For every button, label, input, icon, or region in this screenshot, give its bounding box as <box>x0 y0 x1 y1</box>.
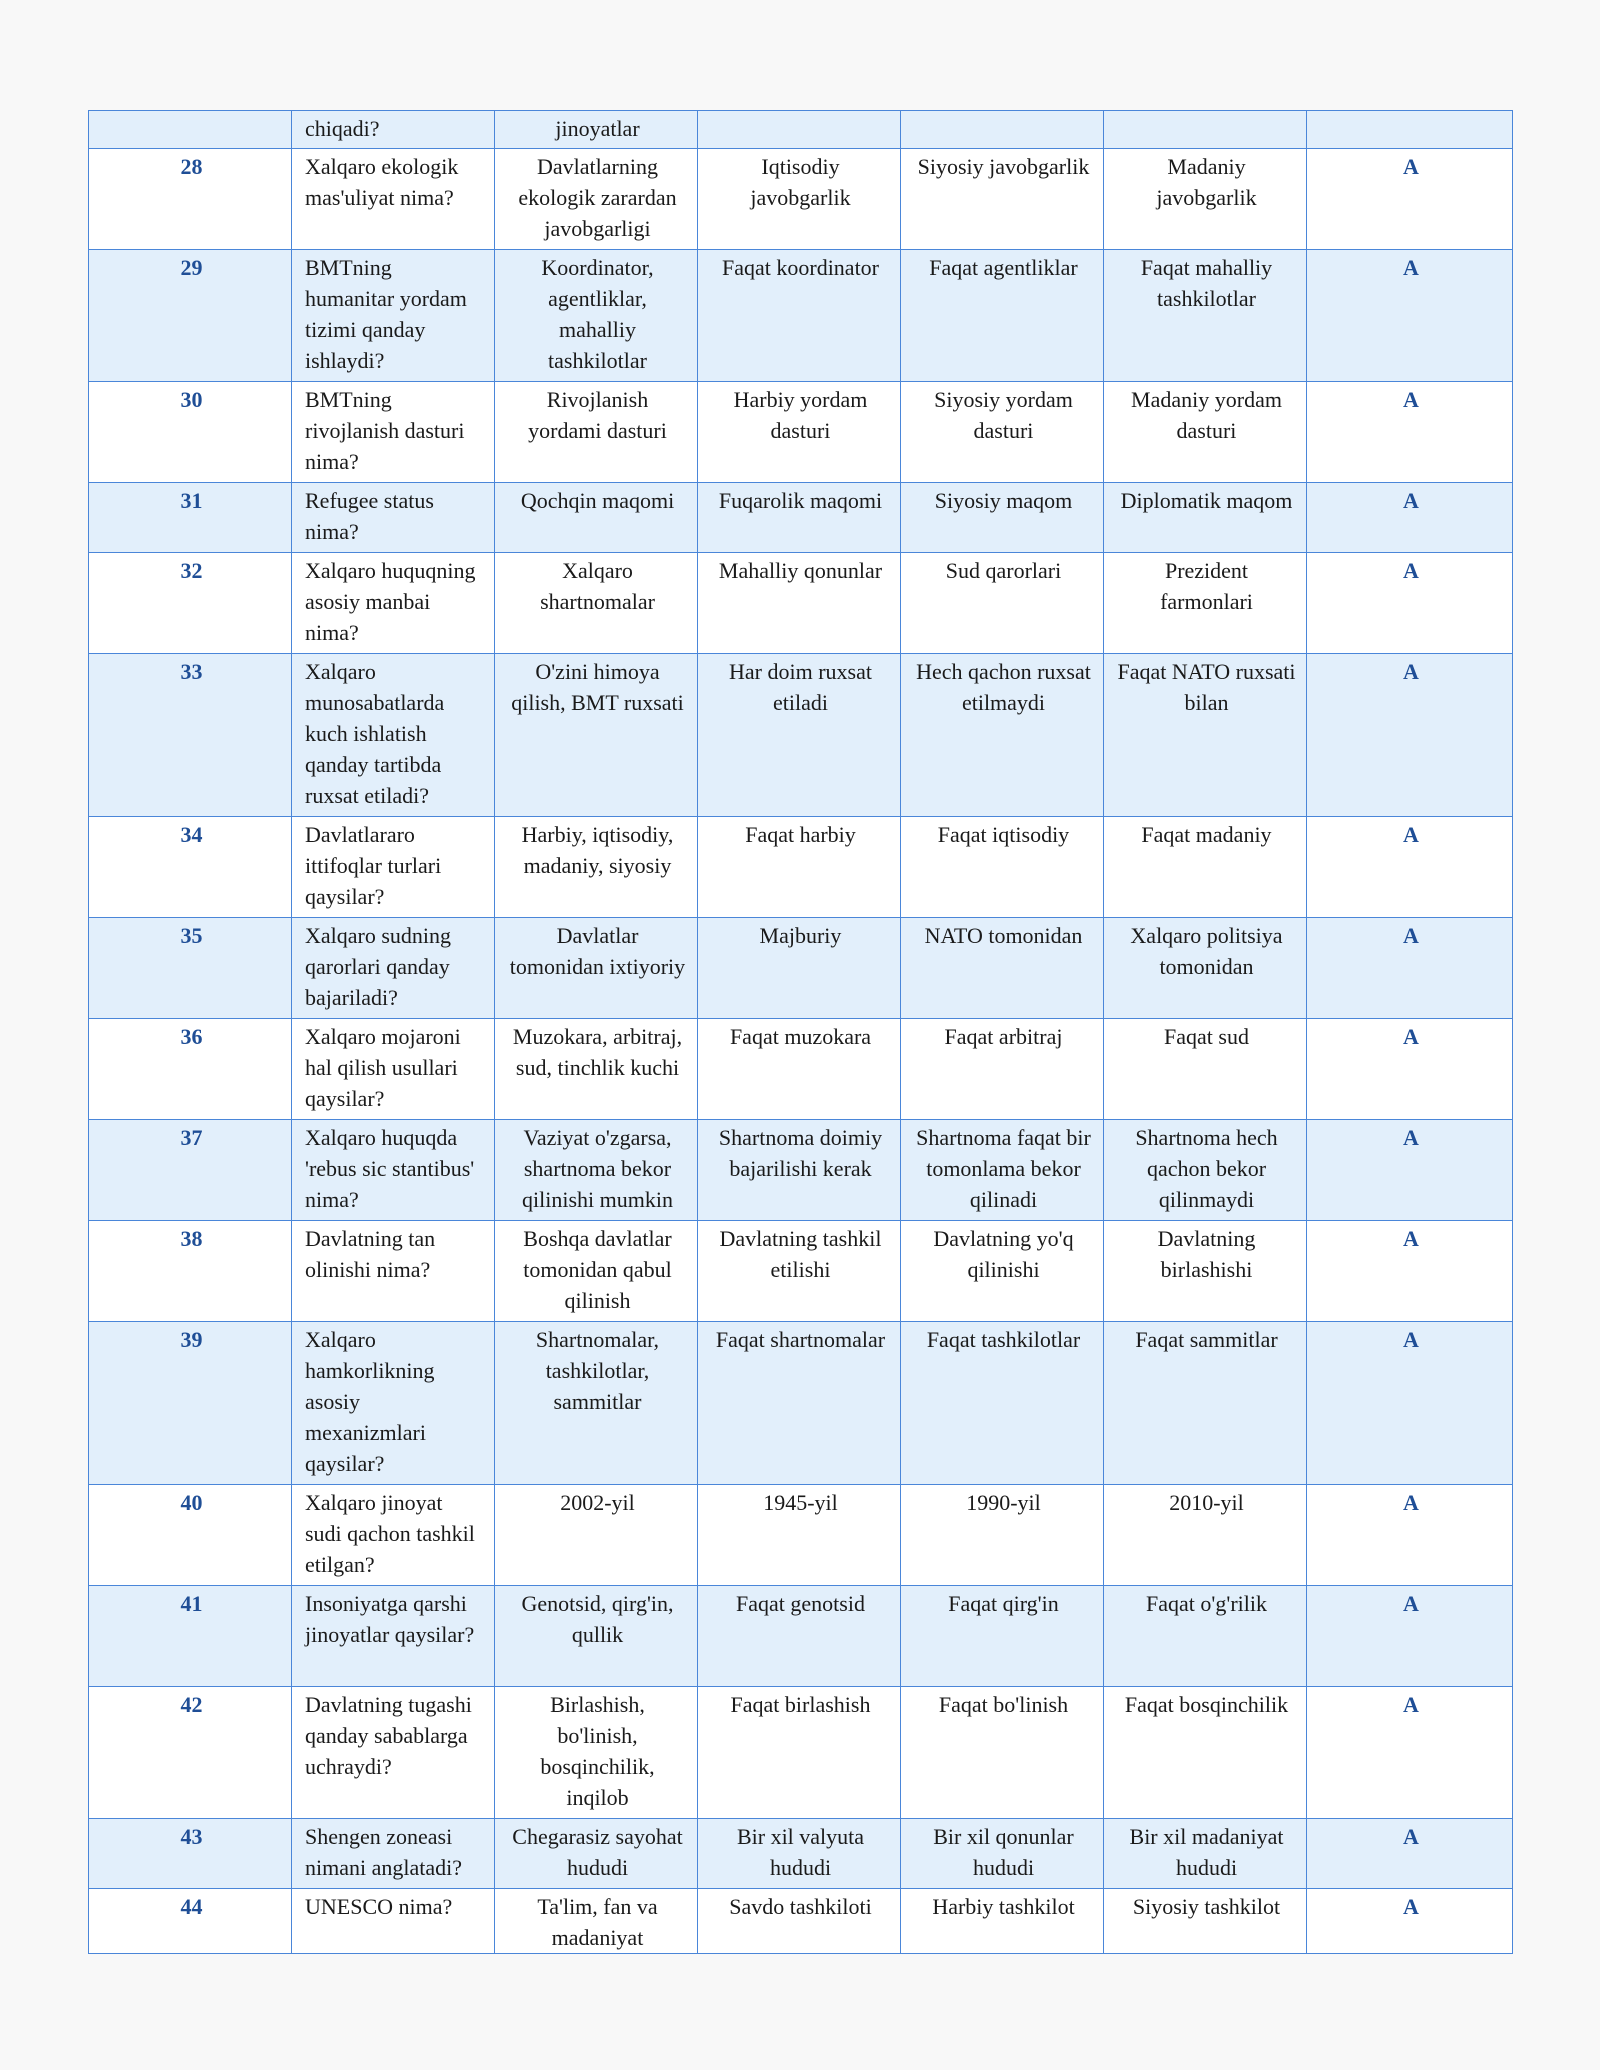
option-b: Savdo tashkiloti <box>698 1889 901 1954</box>
option-b: Iqtisodiy javobgarlik <box>698 149 901 250</box>
option-b: Faqat koordinator <box>698 250 901 382</box>
table-row <box>89 654 1513 817</box>
question-text: Xalqaro huquqda 'rebus sic stantibus' nima? <box>292 1120 495 1221</box>
question-text: BMTning rivojlanish dasturi nima? <box>292 382 495 483</box>
option-c: Siyosiy javobgarlik <box>901 149 1104 250</box>
option-c: 1990-yil <box>901 1485 1104 1586</box>
question-text: Refugee status nima? <box>292 483 495 553</box>
option-c <box>901 111 1104 149</box>
question-number: 41 <box>89 1586 292 1687</box>
option-b: Faqat shartnomalar <box>698 1322 901 1485</box>
correct-answer: A <box>1307 1586 1513 1687</box>
table-row <box>89 1586 1513 1687</box>
option-d: Faqat madaniy <box>1104 817 1307 918</box>
option-b: Fuqarolik maqomi <box>698 483 901 553</box>
question-text: Xalqaro sudning qarorlari qanday bajariladi? <box>292 918 495 1019</box>
option-d: Madaniy javobgarlik <box>1104 149 1307 250</box>
option-d: Bir xil madaniyat hududi <box>1104 1819 1307 1889</box>
option-b: 1945-yil <box>698 1485 901 1586</box>
option-d <box>1104 111 1307 149</box>
option-c: Hech qachon ruxsat etilmaydi <box>901 654 1104 817</box>
correct-answer: A <box>1307 1019 1513 1120</box>
question-number: 31 <box>89 483 292 553</box>
option-d: Siyosiy tashkilot <box>1104 1889 1307 1954</box>
option-c: Faqat qirg'in <box>901 1586 1104 1687</box>
question-number: 39 <box>89 1322 292 1485</box>
question-number: 42 <box>89 1687 292 1819</box>
question-text: UNESCO nima? <box>292 1889 495 1954</box>
option-a: Shartnomalar, tashkilotlar, sammitlar <box>495 1322 698 1485</box>
option-b: Har doim ruxsat etiladi <box>698 654 901 817</box>
option-d: Faqat bosqinchilik <box>1104 1687 1307 1819</box>
table-row <box>89 1485 1513 1586</box>
table-row <box>89 483 1513 553</box>
question-text: Xalqaro hamkorlikning asosiy mexanizmlari qaysilar? <box>292 1322 495 1485</box>
question-number <box>89 111 292 149</box>
correct-answer: A <box>1307 1687 1513 1819</box>
option-b: Faqat harbiy <box>698 817 901 918</box>
question-text: Davlatlararo ittifoqlar turlari qaysilar? <box>292 817 495 918</box>
question-text: Xalqaro ekologik mas'uliyat nima? <box>292 149 495 250</box>
option-c: Faqat bo'linish <box>901 1687 1104 1819</box>
option-c: Faqat iqtisodiy <box>901 817 1104 918</box>
option-a: Chegarasiz sayohat hududi <box>495 1819 698 1889</box>
table-row <box>89 817 1513 918</box>
option-a: Koordinator, agentliklar, mahalliy tashkilotlar <box>495 250 698 382</box>
option-a: Davlatlar tomonidan ixtiyoriy <box>495 918 698 1019</box>
option-b: Bir xil valyuta hududi <box>698 1819 901 1889</box>
correct-answer: A <box>1307 1221 1513 1322</box>
question-number: 32 <box>89 553 292 654</box>
table-row <box>89 1322 1513 1485</box>
correct-answer: A <box>1307 1120 1513 1221</box>
option-b: Faqat birlashish <box>698 1687 901 1819</box>
option-c: Sud qarorlari <box>901 553 1104 654</box>
option-d: Faqat sammitlar <box>1104 1322 1307 1485</box>
option-a: Genotsid, qirg'in, qullik <box>495 1586 698 1687</box>
option-b: Mahalliy qonunlar <box>698 553 901 654</box>
question-text: Davlatning tugashi qanday sabablarga uchraydi? <box>292 1687 495 1819</box>
correct-answer: A <box>1307 1889 1513 1954</box>
option-b: Faqat genotsid <box>698 1586 901 1687</box>
option-b: Davlatning tashkil etilishi <box>698 1221 901 1322</box>
question-number: 44 <box>89 1889 292 1954</box>
correct-answer: A <box>1307 250 1513 382</box>
question-text: Xalqaro mojaroni hal qilish usullari qaysilar? <box>292 1019 495 1120</box>
option-d: Faqat mahalliy tashkilotlar <box>1104 250 1307 382</box>
option-c: Harbiy tashkilot <box>901 1889 1104 1954</box>
table-row <box>89 149 1513 250</box>
question-text: Davlatning tan olinishi nima? <box>292 1221 495 1322</box>
table-row <box>89 1120 1513 1221</box>
question-number: 29 <box>89 250 292 382</box>
quiz-table-body <box>89 111 1513 1954</box>
question-text: Xalqaro huquqning asosiy manbai nima? <box>292 553 495 654</box>
table-row <box>89 111 1513 149</box>
option-a: Rivojlanish yordami dasturi <box>495 382 698 483</box>
option-a: Harbiy, iqtisodiy, madaniy, siyosiy <box>495 817 698 918</box>
option-a: Vaziyat o'zgarsa, shartnoma bekor qilinishi mumkin <box>495 1120 698 1221</box>
question-number: 40 <box>89 1485 292 1586</box>
question-number: 38 <box>89 1221 292 1322</box>
question-number: 37 <box>89 1120 292 1221</box>
option-d: Faqat NATO ruxsati bilan <box>1104 654 1307 817</box>
correct-answer: A <box>1307 553 1513 654</box>
question-text: Xalqaro jinoyat sudi qachon tashkil etilgan? <box>292 1485 495 1586</box>
table-row <box>89 1019 1513 1120</box>
table-row <box>89 382 1513 483</box>
table-row <box>89 1819 1513 1889</box>
option-a: O'zini himoya qilish, BMT ruxsati <box>495 654 698 817</box>
option-b <box>698 111 901 149</box>
table-row <box>89 250 1513 382</box>
option-d: Faqat sud <box>1104 1019 1307 1120</box>
question-text: Insoniyatga qarshi jinoyatlar qaysilar? <box>292 1586 495 1687</box>
option-d: Diplomatik maqom <box>1104 483 1307 553</box>
table-row <box>89 918 1513 1019</box>
correct-answer: A <box>1307 382 1513 483</box>
document-page <box>88 110 1512 1954</box>
option-b: Shartnoma doimiy bajarilishi kerak <box>698 1120 901 1221</box>
option-a: Boshqa davlatlar tomonidan qabul qilinish <box>495 1221 698 1322</box>
option-a: Qochqin maqomi <box>495 483 698 553</box>
option-c: Siyosiy maqom <box>901 483 1104 553</box>
correct-answer: A <box>1307 483 1513 553</box>
quiz-table <box>88 110 1513 1954</box>
option-c: NATO tomonidan <box>901 918 1104 1019</box>
option-c: Bir xil qonunlar hududi <box>901 1819 1104 1889</box>
table-row <box>89 1687 1513 1819</box>
question-text: BMTning humanitar yordam tizimi qanday ishlaydi? <box>292 250 495 382</box>
correct-answer: A <box>1307 149 1513 250</box>
correct-answer: A <box>1307 817 1513 918</box>
question-text: chiqadi? <box>292 111 495 149</box>
question-number: 43 <box>89 1819 292 1889</box>
question-number: 28 <box>89 149 292 250</box>
option-c: Faqat agentliklar <box>901 250 1104 382</box>
question-number: 33 <box>89 654 292 817</box>
option-d: Prezident farmonlari <box>1104 553 1307 654</box>
question-number: 35 <box>89 918 292 1019</box>
option-d: Xalqaro politsiya tomonidan <box>1104 918 1307 1019</box>
option-d: 2010-yil <box>1104 1485 1307 1586</box>
option-b: Harbiy yordam dasturi <box>698 382 901 483</box>
table-row <box>89 1889 1513 1954</box>
option-d: Madaniy yordam dasturi <box>1104 382 1307 483</box>
correct-answer: A <box>1307 1819 1513 1889</box>
option-d: Faqat o'g'rilik <box>1104 1586 1307 1687</box>
option-a: Xalqaro shartnomalar <box>495 553 698 654</box>
option-a: Ta'lim, fan va madaniyat <box>495 1889 698 1954</box>
question-number: 30 <box>89 382 292 483</box>
option-b: Faqat muzokara <box>698 1019 901 1120</box>
option-a: 2002-yil <box>495 1485 698 1586</box>
correct-answer <box>1307 111 1513 149</box>
option-a: Muzokara, arbitraj, sud, tinchlik kuchi <box>495 1019 698 1120</box>
option-d: Shartnoma hech qachon bekor qilinmaydi <box>1104 1120 1307 1221</box>
option-b: Majburiy <box>698 918 901 1019</box>
option-c: Faqat tashkilotlar <box>901 1322 1104 1485</box>
option-c: Siyosiy yordam dasturi <box>901 382 1104 483</box>
option-a: Davlatlarning ekologik zarardan javobgarligi <box>495 149 698 250</box>
option-c: Faqat arbitraj <box>901 1019 1104 1120</box>
correct-answer: A <box>1307 1322 1513 1485</box>
correct-answer: A <box>1307 1485 1513 1586</box>
option-c: Davlatning yo'q qilinishi <box>901 1221 1104 1322</box>
question-number: 36 <box>89 1019 292 1120</box>
table-row <box>89 553 1513 654</box>
question-number: 34 <box>89 817 292 918</box>
correct-answer: A <box>1307 654 1513 817</box>
option-a: jinoyatlar <box>495 111 698 149</box>
option-c: Shartnoma faqat bir tomonlama bekor qilinadi <box>901 1120 1104 1221</box>
table-row <box>89 1221 1513 1322</box>
option-d: Davlatning birlashishi <box>1104 1221 1307 1322</box>
question-text: Xalqaro munosabatlarda kuch ishlatish qanday tartibda ruxsat etiladi? <box>292 654 495 817</box>
option-a: Birlashish, bo'linish, bosqinchilik, inqilob <box>495 1687 698 1819</box>
question-text: Shengen zoneasi nimani anglatadi? <box>292 1819 495 1889</box>
correct-answer: A <box>1307 918 1513 1019</box>
